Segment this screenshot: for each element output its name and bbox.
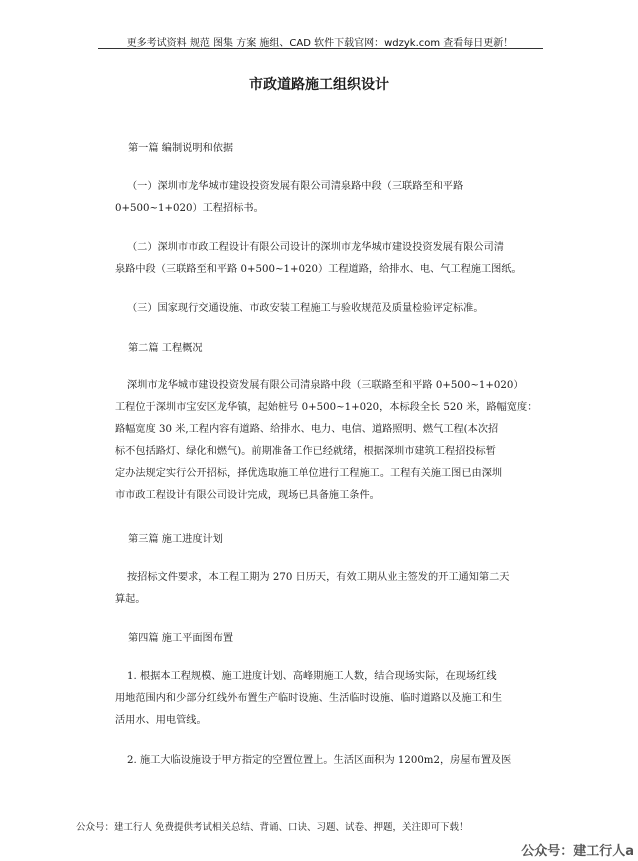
text-line: 活用水、用电管线。 (115, 715, 207, 726)
text-line: 1. 根据本工程规模、施工进度计划、高峰期施工人数，结合现场实际，在现场红线 (127, 671, 497, 682)
text-line: 算起。 (115, 594, 146, 605)
section-heading-3: 第三篇 施工进度计划 (128, 534, 223, 545)
section-heading-2: 第二篇 工程概况 (128, 343, 203, 354)
header-divider (98, 48, 543, 49)
page-header: 更多考试资料 规范 图集 方案 施组、CAD 软件下载官网：wdzyk.com 查看每日更新！ (126, 38, 514, 49)
paragraph (115, 567, 543, 611)
text-line: 路幅宽度 30 米,工程内容有道路、给排水、电力、电信、道路照明、燃气工程(本次招 (115, 424, 499, 435)
paragraph (115, 298, 543, 320)
watermark: 公众号：建工行人a (521, 844, 634, 859)
text-line: 定办法规定实行公开招标，择优选取施工单位进行工程施工。工程有关施工图已由深圳 (115, 468, 503, 479)
text-line: 标不包括路灯、绿化和燃气)。前期准备工作已经就绪，根据深圳市建筑工程招投标暂 (115, 446, 496, 457)
paragraph (115, 375, 543, 507)
paragraph (115, 750, 543, 772)
document-title: 市政道路施工组织设计 (249, 77, 389, 93)
text-line: 按招标文件要求，本工程工期为 270 日历天，有效工期从业主签发的开工通知第二天 (127, 572, 510, 583)
paragraph (115, 666, 543, 732)
text-line: （三）国家现行交通设施、市政安装工程施工与验收规范及质量检验评定标准。 (127, 303, 484, 314)
text-line: 2. 施工大临设施设于甲方指定的空置位置上。生活区面积为 1200m2，房屋布置及医 (127, 755, 512, 766)
text-line: （二）深圳市市政工程设计有限公司设计的深圳市龙华城市建设投资发展有限公司清 (127, 242, 504, 253)
paragraph (115, 176, 543, 220)
text-line: 泉路中段（三联路至和平路 0+500~1+020）工程道路，给排水、电、气工程施工图纸。 (115, 264, 522, 275)
text-line: 用地范围内和少部分红线外布置生产临时设施、生活临时设施、临时道路以及施工和生 (115, 693, 503, 704)
paragraph (115, 237, 543, 281)
page-footer: 公众号：建工行人 免费提供考试相关总结、背诵、口诀、习题、试卷、押题，关注即可下载！ (76, 822, 469, 833)
section-heading-1: 第一篇 编制说明和依据 (128, 143, 234, 154)
text-line: 工程位于深圳市宝安区龙华镇，起始桩号 0+500~1+020，本标段全长 520 米，路幅宽度： (115, 402, 538, 413)
text-line: （一）深圳市龙华城市建设投资发展有限公司清泉路中段（三联路至和平路 (127, 181, 464, 192)
text-line: 0+500~1+020）工程招标书。 (115, 203, 264, 214)
text-line: 深圳市龙华城市建设投资发展有限公司清泉路中段（三联路至和平路 0+500~1+020） (127, 380, 524, 391)
section-heading-4: 第四篇 施工平面图布置 (128, 633, 234, 644)
text-line: 市市政工程设计有限公司设计完成，现场已具备施工条件。 (115, 490, 380, 501)
